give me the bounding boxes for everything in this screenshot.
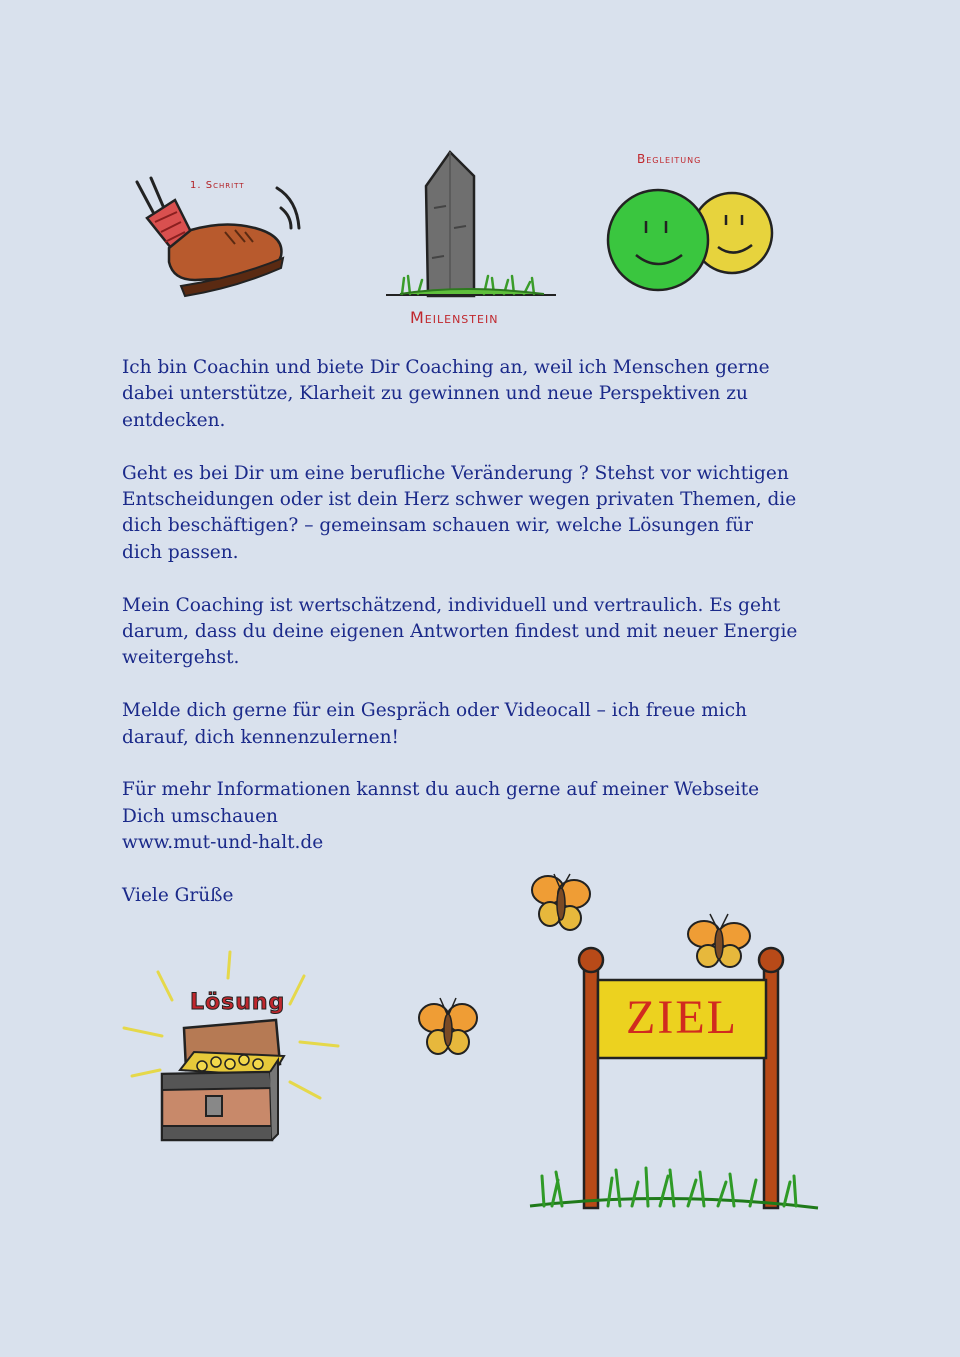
- text-line: weitergehst.: [122, 647, 240, 669]
- paragraph-questions: [122, 461, 802, 567]
- goal-sign-illustration: [528, 944, 820, 1220]
- paragraph-greeting: [122, 883, 802, 909]
- greeting: Viele Grüße: [122, 885, 234, 907]
- butterfly-icon: [528, 868, 594, 934]
- support-label: Begleitung: [637, 152, 702, 166]
- text-line: Geht es bei Dir um eine berufliche Veränderung ? Stehst vor wichtigen: [122, 462, 789, 484]
- goal-sign-text: ZIEL: [626, 991, 738, 1044]
- text-line: entdecken.: [122, 409, 226, 431]
- text-line: dich beschäftigen? – gemeinsam schauen wir, welche Lösungen für: [122, 515, 753, 537]
- text-line: Ich bin Coachin und biete Dir Coaching an, weil ich Menschen gerne: [122, 357, 770, 378]
- text-line: dich passen.: [122, 541, 239, 563]
- paragraph-intro: [122, 355, 802, 434]
- smileys-illustration: [602, 175, 780, 297]
- text-line: Mein Coaching ist wertschätzend, individuell und vertraulich. Es geht: [122, 594, 781, 616]
- text-line: Dich umschauen: [122, 805, 278, 827]
- milestone-label: Meilenstein: [410, 308, 499, 327]
- text-line: darum, dass du deine eigenen Antworten findest und mit neuer Energie: [122, 621, 798, 643]
- solution-label: Lösung: [190, 990, 286, 1015]
- text-line: Für mehr Informationen kannst du auch gerne auf meiner Webseite: [122, 779, 760, 801]
- text-line: darauf, dich kennenzulernen!: [122, 726, 399, 748]
- text-line: Melde dich gerne für ein Gespräch oder Videocall – ich freue mich: [122, 700, 747, 722]
- text-line: Entscheidungen oder ist dein Herz schwer wegen privaten Themen, die: [122, 489, 797, 511]
- paragraph-approach: [122, 593, 802, 672]
- milestone-illustration: [384, 148, 559, 300]
- butterfly-icon: [416, 994, 480, 1060]
- text-line: dabei unterstütze, Klarheit zu gewinnen und neue Perspektiven zu: [122, 383, 748, 405]
- website-link[interactable]: www.mut-und-halt.de: [122, 832, 324, 854]
- coaching-text: [122, 355, 802, 936]
- step-label: 1. Schritt: [190, 180, 245, 191]
- paragraph-website: [122, 777, 802, 856]
- treasure-chest-illustration: [120, 948, 345, 1148]
- paragraph-contact: [122, 698, 802, 751]
